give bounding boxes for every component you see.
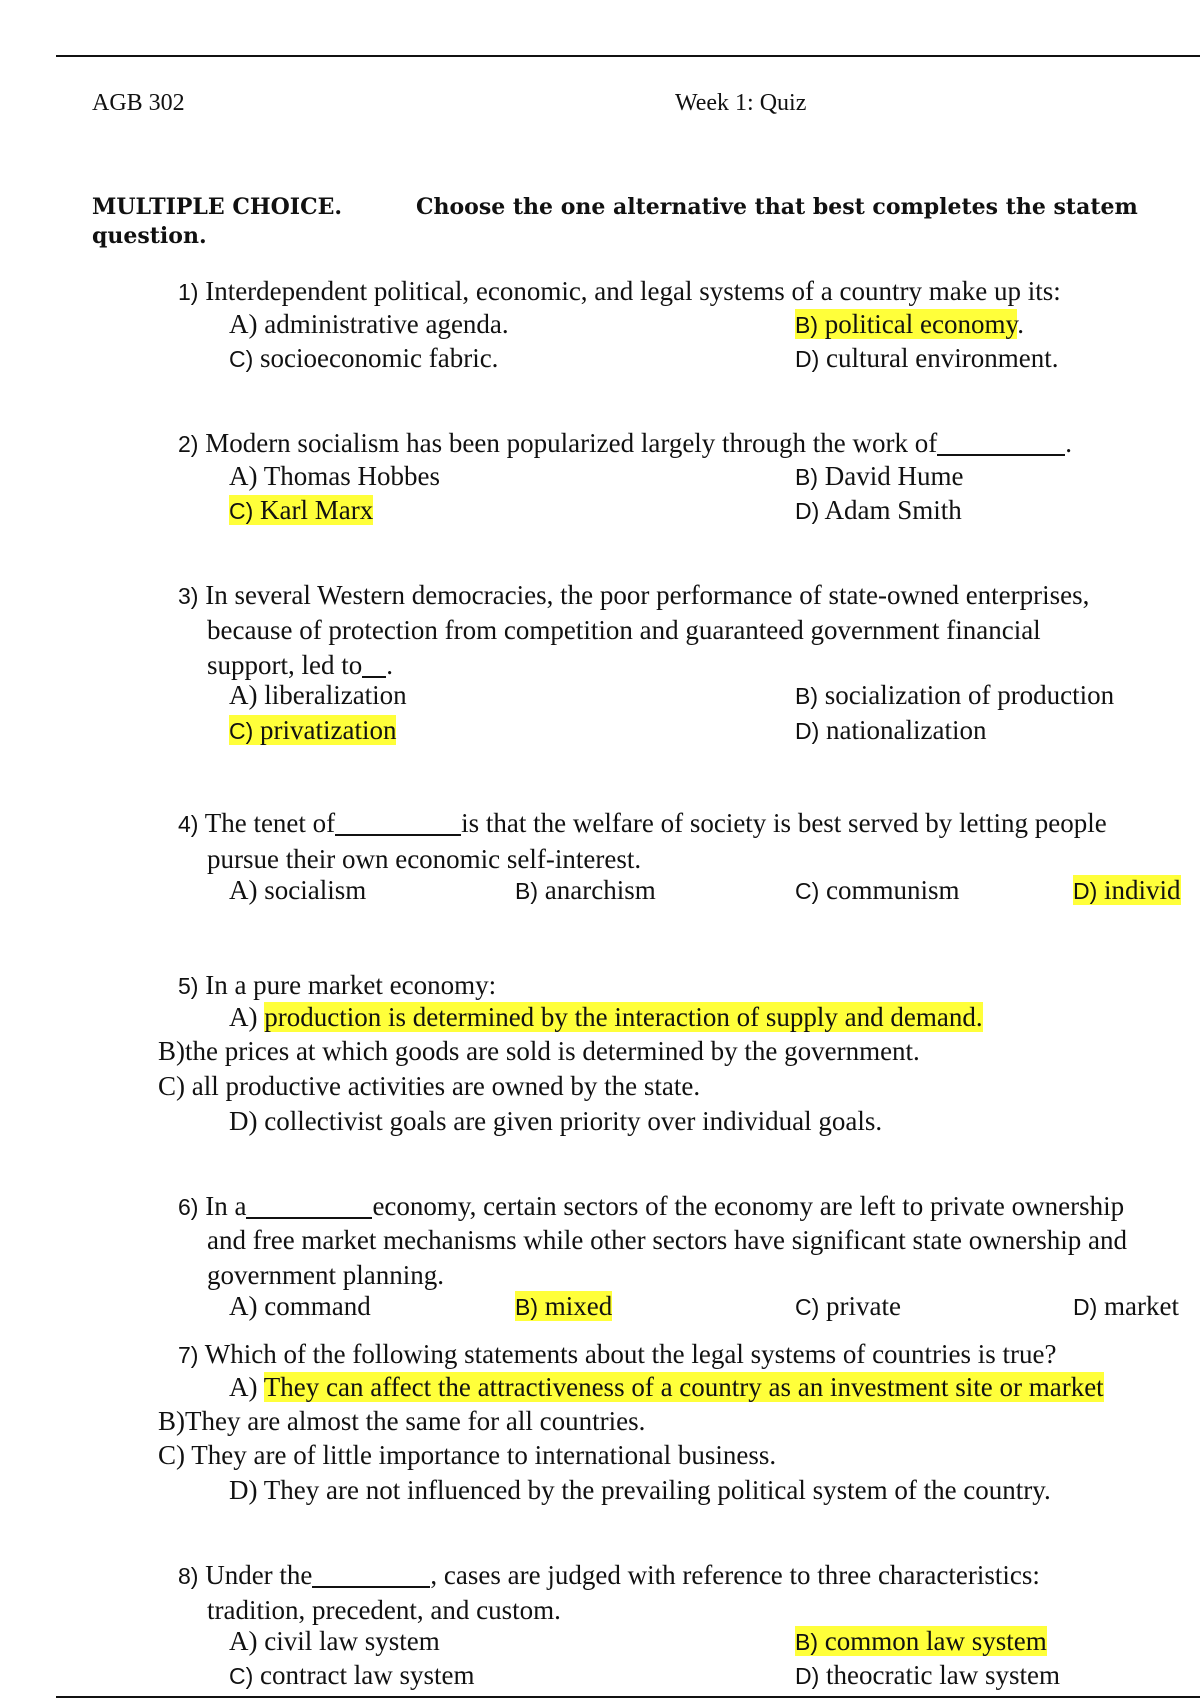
page-title: Week 1: Quiz [675,90,807,116]
question-text: support, led to [207,650,363,680]
option-text: communism [826,875,960,905]
option-text: socialization of production [824,680,1115,710]
option-c[interactable] [158,1440,776,1471]
option-letter: C) [229,1663,254,1689]
top-rule [56,55,1200,57]
option-letter: C) [229,498,254,524]
option-text: socioeconomic fabric. [260,343,499,373]
option-d[interactable] [229,1475,1051,1506]
option-letter: D) [229,1475,258,1505]
instructions-label: MULTIPLE CHOICE. [92,194,343,220]
option-text: civil law system [264,1626,440,1656]
option-text: liberalization [264,680,407,710]
option-d[interactable] [229,1106,882,1137]
option-c[interactable] [229,343,498,374]
option-text: Adam Smith [824,495,962,525]
answer-blank [246,1190,372,1219]
question-stem [178,1337,1057,1372]
question-stem-end [207,648,393,682]
option-highlight [1073,875,1181,905]
option-text: market [1104,1291,1179,1321]
option-letter: D) [795,718,820,744]
question-text: because of protection from competition and guaranteed government financial [207,615,1041,645]
answer-blank [312,1559,430,1588]
question-number: 8) [178,1563,199,1589]
question-number: 2) [178,431,199,457]
option-letter: B) [795,464,818,490]
option-c[interactable] [795,1291,901,1322]
option-b[interactable] [795,1626,1047,1657]
option-a[interactable] [229,1002,983,1033]
option-a[interactable] [229,875,366,906]
option-highlight [795,1626,1047,1656]
option-letter: A) [229,309,258,339]
question-text: tradition, precedent, and custom. [207,1595,561,1625]
instructions-text: Choose the one alternative that best completes the statem [416,194,1138,220]
option-a[interactable] [229,1291,371,1322]
option-d[interactable] [1073,1291,1179,1322]
option-text: mixed [544,1291,613,1321]
option-d[interactable] [795,1660,1060,1691]
option-letter: C) [158,1440,185,1470]
option-letter: B) [158,1036,185,1066]
question-stem [178,274,1061,309]
option-letter: A) [229,461,258,491]
question-text: In a [205,1191,247,1221]
option-b[interactable] [795,309,1024,340]
answer-blank [937,427,1065,456]
question-text: The tenet of [204,808,336,838]
question-number: 4) [178,811,199,837]
answer-blank [335,807,461,836]
option-text: theocratic law system [826,1660,1060,1690]
question-text: government planning. [207,1260,444,1290]
option-letter: D) [1073,1294,1098,1320]
instructions-continuation: question. [92,223,207,249]
option-d[interactable] [795,715,986,746]
option-letter: A) [229,1372,258,1402]
course-code: AGB 302 [92,90,185,116]
option-c[interactable] [795,875,960,906]
option-text: socialism [264,875,367,905]
option-text: privatization [260,715,397,745]
option-a[interactable] [229,680,407,711]
question-number: 3) [178,583,199,609]
question-text: In a pure market economy: [205,970,497,1000]
option-letter: B) [515,1294,538,1320]
option-a[interactable] [229,309,509,340]
option-d[interactable] [795,495,962,526]
option-letter: C) [795,1294,820,1320]
option-highlight [229,715,396,745]
bottom-rule [56,1696,1200,1698]
option-text: Karl Marx [260,495,374,525]
option-text: They are almost the same for all countries. [185,1406,646,1436]
question-text: pursue their own economic self-interest. [207,844,642,874]
option-highlight [515,1291,612,1321]
option-text: common law system [824,1626,1047,1656]
question-stem [178,1189,1124,1224]
option-c[interactable] [158,1071,700,1102]
option-letter: C) [229,346,254,372]
option-text: David Hume [824,461,964,491]
option-letter: C) [158,1071,185,1101]
option-c[interactable] [229,495,373,526]
option-letter: B) [795,312,818,338]
option-b[interactable] [158,1036,920,1067]
question-text: . [1065,428,1073,458]
option-letter: B) [795,683,818,709]
question-number: 1) [178,279,199,305]
question-text: economy, certain sectors of the economy are left to private ownership [372,1191,1125,1221]
option-text: individ [1104,875,1181,905]
option-letter: A) [229,875,258,905]
option-highlight [229,495,373,525]
option-text: all productive activities are owned by the state. [191,1071,701,1101]
question-text: . [386,650,393,680]
option-letter: D) [1073,878,1098,904]
option-d[interactable] [795,343,1058,374]
option-text: private [826,1291,901,1321]
question-text: and free market mechanisms while other sectors have significant state ownership and [207,1225,1127,1255]
question-stem [178,426,1072,461]
option-letter: D) [795,1663,820,1689]
option-b[interactable] [158,1406,645,1437]
question-stem [178,578,1089,613]
question-text: Which of the following statements about the legal systems of countries is true? [204,1339,1057,1369]
option-b[interactable] [795,680,1114,711]
option-letter: D) [795,346,820,372]
question-stem [178,968,496,1003]
option-letter: A) [229,1002,258,1032]
question-text: is that the welfare of society is best served by letting people [461,808,1107,838]
option-text: collectivist goals are given priority over individual goals. [264,1106,883,1136]
question-text: In several Western democracies, the poor performance of state-owned enterprises, [205,580,1090,610]
option-text: anarchism [544,875,656,905]
option-a[interactable] [229,1626,440,1657]
option-letter: B) [158,1406,185,1436]
option-letter: C) [229,718,254,744]
option-c[interactable] [229,715,396,746]
option-text: political economy [824,309,1018,339]
option-d[interactable] [1073,875,1181,906]
option-letter: A) [229,680,258,710]
option-text: They can affect the attractiveness of a country as an investment site or market [263,1372,1104,1402]
option-letter: B) [795,1629,818,1655]
option-text: They are not influenced by the prevailing political system of the country. [263,1475,1051,1505]
option-letter: D) [229,1106,258,1136]
option-letter: A) [229,1291,258,1321]
question-number: 7) [178,1342,199,1368]
option-text: contract law system [260,1660,475,1690]
option-a[interactable] [229,1372,1104,1403]
question-text: Modern socialism has been popularized largely through the work of [205,428,938,458]
option-highlight [795,309,1017,339]
option-b[interactable] [515,875,656,906]
option-b[interactable] [515,1291,612,1322]
option-text: the prices at which goods are sold is determined by the government. [185,1036,920,1066]
option-text: Thomas Hobbes [263,461,440,491]
option-b[interactable] [795,461,963,492]
option-text: cultural environment. [826,343,1059,373]
option-a[interactable] [229,461,440,492]
option-letter: B) [515,878,538,904]
option-text: production is determined by the interaction of supply and demand. [264,1002,983,1032]
question-text: Under the [205,1560,313,1590]
question-text: Interdependent political, economic, and legal systems of a country make up its: [205,276,1061,306]
answer-blank [362,649,386,678]
option-text: nationalization [826,715,987,745]
option-text: They are of little importance to international business. [191,1440,777,1470]
option-letter: C) [795,878,820,904]
option-letter: A) [229,1626,258,1656]
option-text: administrative agenda. [264,309,509,339]
option-suffix: . [1017,309,1024,339]
question-text: , cases are judged with reference to three characteristics: [430,1560,1040,1590]
option-letter: D) [795,498,820,524]
option-c[interactable] [229,1660,474,1691]
question-number: 5) [178,973,199,999]
option-text: command [264,1291,371,1321]
question-stem [178,806,1107,841]
question-stem [178,1558,1040,1593]
question-number: 6) [178,1194,199,1220]
